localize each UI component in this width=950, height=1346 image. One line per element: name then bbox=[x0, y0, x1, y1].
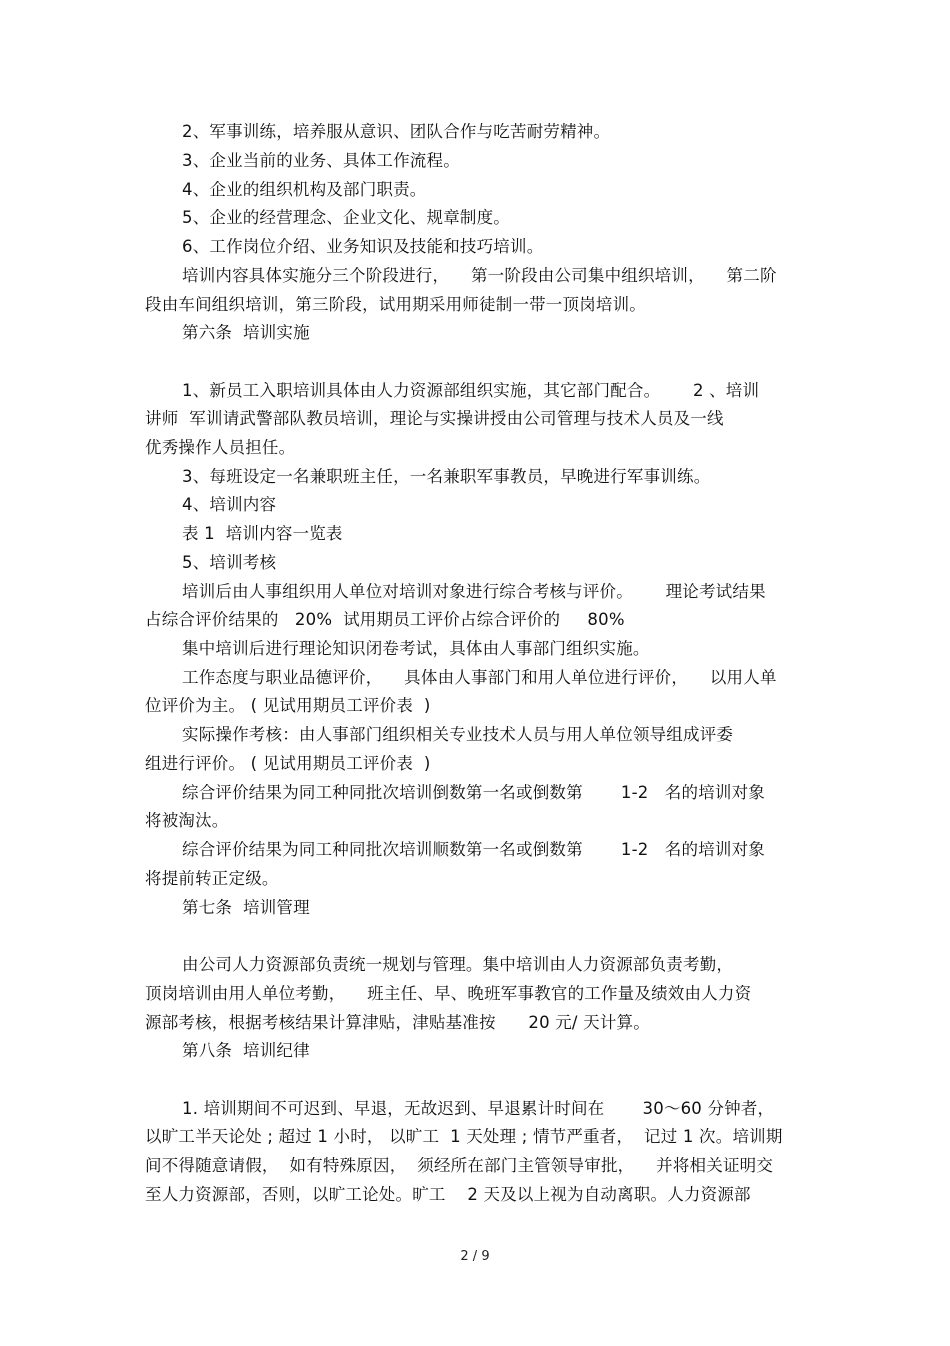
section-heading: 第八条 培训纪律 bbox=[182, 1041, 310, 1060]
table-caption: 表 1 培训内容一览表 bbox=[182, 524, 343, 543]
page-number: 2 / 9 bbox=[460, 1249, 490, 1264]
text-line: 讲师 军训请武警部队教员培训，理论与实操讲授由公司管理与技术人员及一线 bbox=[145, 409, 724, 428]
text-line: 由公司人力资源部负责统一规划与管理。集中培训由人力资源部负责考勤， bbox=[182, 955, 734, 974]
text-line: 4、培训内容 bbox=[182, 495, 277, 514]
text-line: 集中培训后进行理论知识闭卷考试，具体由人事部门组织实施。 bbox=[182, 639, 650, 658]
text-line: 4、企业的组织机构及部门职责。 bbox=[182, 180, 427, 199]
text-line: 综合评价结果为同工种同批次培训顺数第一名或倒数第 1-2 名的培训对象 bbox=[182, 840, 765, 859]
text-line: 工作态度与职业品德评价， 具体由人事部门和用人单位进行评价， 以用人单 bbox=[182, 668, 777, 687]
text-line: 综合评价结果为同工种同批次培训倒数第一名或倒数第 1-2 名的培训对象 bbox=[182, 783, 765, 802]
text-line: 间不得随意请假， 如有特殊原因， 须经所在部门主管领导审批， 并将相关证明交 bbox=[145, 1156, 774, 1175]
text-line: 将提前转正定级。 bbox=[145, 869, 279, 888]
text-line: 源部考核，根据考核结果计算津贴，津贴基准按 20 元/ 天计算。 bbox=[145, 1013, 650, 1032]
text-line: 实际操作考核：由人事部门组织相关专业技术人员与用人单位领导组成评委 bbox=[182, 725, 734, 744]
text-line: 培训内容具体实施分三个阶段进行， 第一阶段由公司集中组织培训， 第二阶 bbox=[182, 266, 777, 285]
text-line: 5、企业的经营理念、企业文化、规章制度。 bbox=[182, 208, 510, 227]
section-heading: 第六条 培训实施 bbox=[182, 323, 310, 342]
text-line: 培训后由人事组织用人单位对培训对象进行综合考核与评价。 理论考试结果 bbox=[182, 582, 766, 601]
text-line: 3、每班设定一名兼职班主任，一名兼职军事教员，早晚进行军事训练。 bbox=[182, 467, 711, 486]
text-line: 优秀操作人员担任。 bbox=[145, 438, 296, 457]
text-line: 段由车间组织培训，第三阶段，试用期采用师徒制一带一顶岗培训。 bbox=[145, 295, 646, 314]
text-line: 2、军事训练，培养服从意识、团队合作与吃苦耐劳精神。 bbox=[182, 122, 611, 141]
text-line: 1、新员工入职培训具体由人力资源部组织实施，其它部门配合。 2 、培训 bbox=[182, 381, 760, 400]
text-line: 5、培训考核 bbox=[182, 553, 277, 572]
text-line: 将被淘汰。 bbox=[145, 811, 229, 830]
text-line: 1. 培训期间不可迟到、早退，无故迟到、早退累计时间在 30～60 分钟者， bbox=[182, 1099, 775, 1118]
text-line: 以旷工半天论处 ; 超过 1 小时， 以旷工 1 天处理 ; 情节严重者， 记过 1 次。培训期 bbox=[145, 1127, 783, 1146]
section-heading: 第七条 培训管理 bbox=[182, 898, 310, 917]
text-line: 占综合评价结果的 20% 试用期员工评价占综合评价的 80% bbox=[145, 610, 625, 629]
text-line: 组进行评价。 ( 见试用期员工评价表 ) bbox=[145, 754, 431, 773]
text-line: 至人力资源部，否则，以旷工论处。旷工 2 天及以上视为自动离职。人力资源部 bbox=[145, 1185, 751, 1204]
text-line: 3、企业当前的业务、具体工作流程。 bbox=[182, 151, 460, 170]
text-line: 位评价为主。 ( 见试用期员工评价表 ) bbox=[145, 696, 431, 715]
text-line: 顶岗培训由用人单位考勤， 班主任、早、晚班军事教官的工作量及绩效由人力资 bbox=[145, 984, 752, 1003]
text-line: 6、工作岗位介绍、业务知识及技能和技巧培训。 bbox=[182, 237, 544, 256]
